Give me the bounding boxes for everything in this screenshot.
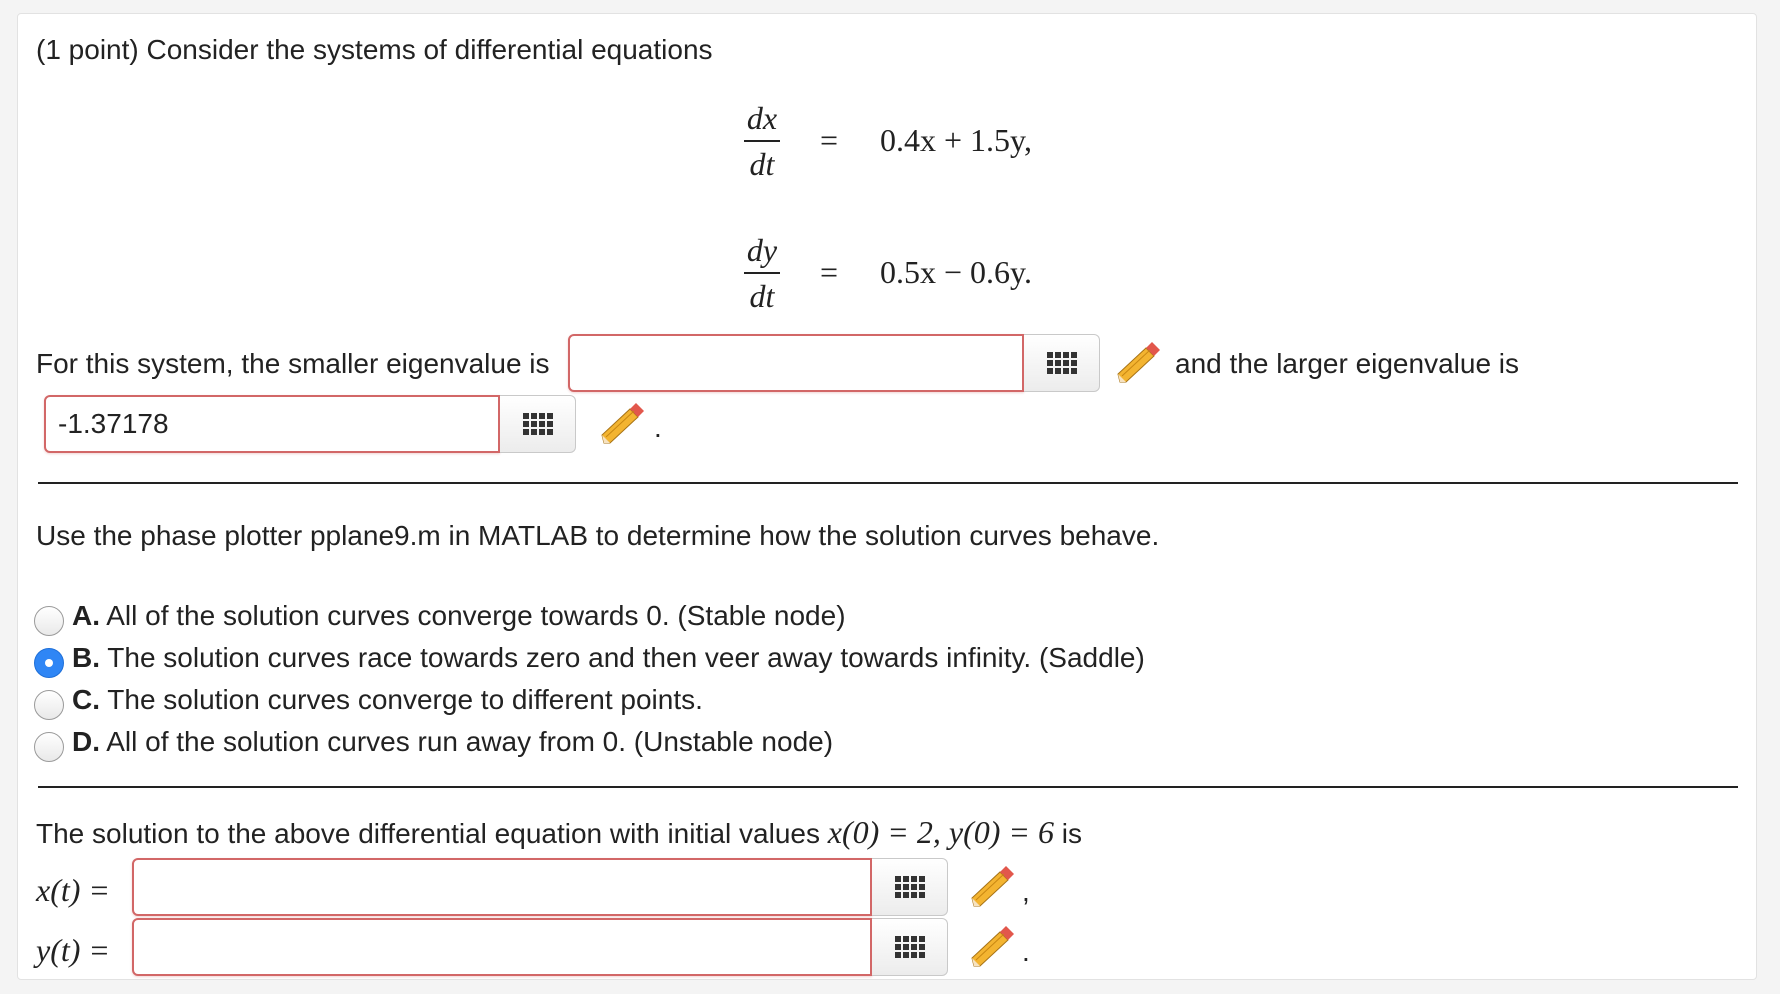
smaller-eigenvalue-input[interactable] [568, 334, 1024, 392]
y-label: y(t) = [36, 932, 110, 968]
equation-2-denominator: dt [749, 278, 775, 314]
eigen-suffix: . [654, 412, 662, 443]
pencil-icon[interactable] [968, 864, 1018, 910]
option-c-radio[interactable] [34, 690, 64, 720]
section-divider [38, 482, 1738, 484]
eigen-prefix: For this system, the smaller eigenvalue is [36, 348, 550, 379]
larger-eigenvalue-input[interactable] [44, 395, 500, 453]
x-solution-answer [132, 858, 948, 916]
smaller-eigenvalue-answer [568, 334, 1100, 392]
option-a-label[interactable]: A. All of the solution curves converge towards 0. (Stable node) [72, 600, 846, 631]
x-label: x(t) = [36, 872, 110, 908]
equation-2-derivative [740, 230, 784, 316]
pencil-icon[interactable] [598, 401, 648, 447]
grid-icon [895, 876, 925, 898]
larger-eigenvalue-palette-button[interactable] [500, 395, 576, 453]
equation-1-denominator: dt [749, 146, 775, 182]
problem-panel [17, 13, 1757, 980]
x-suffix: , [1022, 876, 1030, 907]
grid-icon [895, 936, 925, 958]
problem-intro: (1 point) Consider the systems of differential equations [36, 34, 713, 65]
x-solution-palette-button[interactable] [872, 858, 948, 916]
option-b-radio[interactable] [34, 648, 64, 678]
option-b-label[interactable]: B. The solution curves race towards zero and then veer away towards infinity. (Saddle) [72, 642, 1145, 673]
equation-1-rhs: 0.4x + 1.5y, [880, 122, 1032, 158]
eigen-middle: and the larger eigenvalue is [1175, 348, 1520, 379]
equation-1-derivative [740, 98, 784, 184]
equation-2-rhs: 0.5x − 0.6y. [880, 254, 1032, 290]
initial-values: x(0) = 2, y(0) = 6 [827, 814, 1054, 850]
option-c-label[interactable]: C. The solution curves converge to different points. [72, 684, 703, 715]
y-solution-answer [132, 918, 948, 976]
phase-prompt: Use the phase plotter pplane9.m in MATLAB to determine how the solution curves behave. [36, 520, 1160, 551]
larger-eigenvalue-answer [44, 395, 576, 453]
option-a-radio[interactable] [34, 606, 64, 636]
equation-2-equals: = [820, 254, 839, 290]
pencil-icon[interactable] [1114, 340, 1164, 386]
y-solution-input[interactable] [132, 918, 872, 976]
section-divider [38, 786, 1738, 788]
pencil-icon[interactable] [968, 924, 1018, 970]
y-solution-palette-button[interactable] [872, 918, 948, 976]
option-d-radio[interactable] [34, 732, 64, 762]
x-solution-input[interactable] [132, 858, 872, 916]
equation-1-numerator: dx [746, 100, 778, 136]
option-d-label[interactable]: D. All of the solution curves run away from 0. (Unstable node) [72, 726, 834, 757]
equation-1-equals: = [820, 122, 839, 158]
y-suffix: . [1022, 936, 1030, 967]
grid-icon [1047, 352, 1077, 374]
equation-2-numerator: dy [746, 232, 778, 268]
smaller-eigenvalue-palette-button[interactable] [1024, 334, 1100, 392]
grid-icon [523, 413, 553, 435]
solution-prompt: The solution to the above differential equation with initial values x(0) = 2, y(0) = 6 is [36, 814, 1082, 850]
